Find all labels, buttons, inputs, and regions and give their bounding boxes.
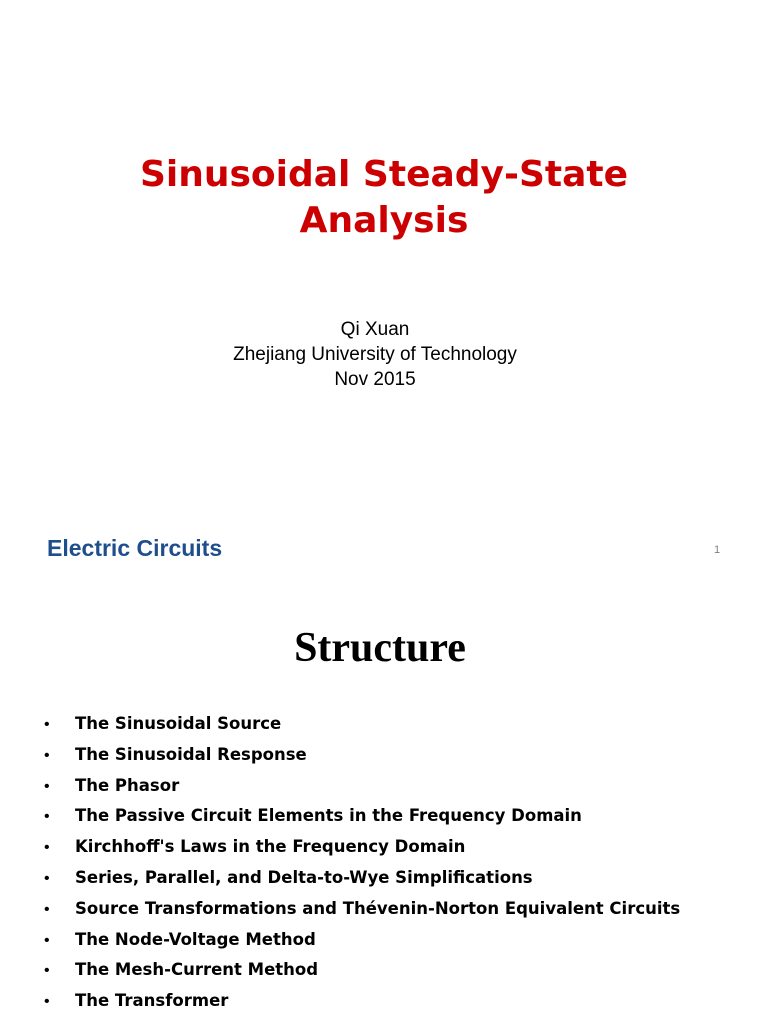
- bullet-icon: •: [44, 869, 50, 887]
- page-number: 1: [714, 544, 721, 556]
- bullet-icon: •: [44, 777, 50, 795]
- list-item-label: The Transformer: [75, 991, 229, 1011]
- list-item: [44, 991, 680, 1022]
- list-item-label: Source Transformations and Thévenin-Norton Equivalent Circuits: [75, 898, 681, 918]
- list-item-label: The Phasor: [75, 775, 180, 795]
- author-institution: Zhejiang University of Technology: [233, 344, 517, 365]
- list-item: [44, 960, 680, 991]
- list-item: [44, 806, 680, 837]
- course-footer: Electric Circuits: [47, 535, 223, 561]
- slide-title-line-2: Analysis: [299, 200, 469, 241]
- bullet-icon: •: [44, 716, 50, 733]
- presentation-date: Nov 2015: [334, 369, 416, 390]
- bullet-icon: •: [44, 962, 50, 980]
- structure-slide: [0, 580, 768, 1024]
- list-item: [44, 899, 680, 930]
- list-item: [44, 930, 680, 961]
- list-item: [44, 745, 680, 776]
- slide-title-line-1: Sinusoidal Steady-State: [139, 154, 629, 195]
- list-item: [44, 837, 680, 868]
- bullet-icon: •: [44, 746, 50, 764]
- author-block: [0, 317, 750, 392]
- list-item-label: Series, Parallel, and Delta-to-Wye Simplifications: [75, 867, 533, 887]
- structure-title: Structure: [294, 625, 466, 671]
- list-item: [44, 714, 680, 745]
- list-item-label: The Node-Voltage Method: [75, 929, 316, 949]
- slide-title: [0, 152, 768, 244]
- list-item-label: The Sinusoidal Source: [75, 714, 282, 733]
- list-item: [44, 868, 680, 899]
- list-item-label: The Passive Circuit Elements in the Frequency Domain: [75, 806, 582, 826]
- bullet-icon: •: [44, 931, 50, 949]
- list-item-label: Kirchhoff's Laws in the Frequency Domain: [75, 837, 466, 857]
- bullet-icon: •: [44, 839, 50, 857]
- bullet-icon: •: [44, 808, 50, 826]
- list-item: [44, 776, 680, 807]
- list-item-label: The Mesh-Current Method: [75, 960, 319, 980]
- topic-list: [44, 714, 680, 1022]
- bullet-icon: •: [44, 993, 50, 1011]
- author-name: Qi Xuan: [340, 319, 410, 340]
- bullet-icon: •: [44, 900, 50, 918]
- list-item-label: The Sinusoidal Response: [75, 744, 307, 764]
